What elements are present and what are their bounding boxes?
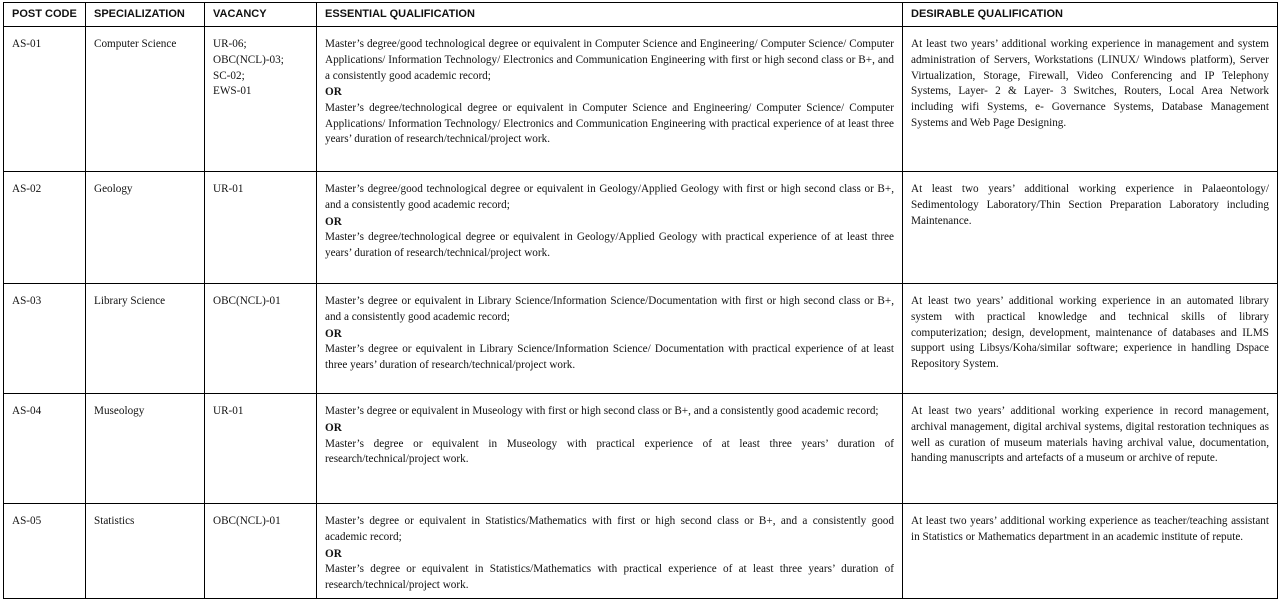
- table-row: [4, 394, 1278, 504]
- specialization: Statistics: [86, 504, 205, 599]
- post-code: AS-02: [4, 172, 86, 284]
- table-row: [4, 172, 1278, 284]
- post-code: AS-04: [4, 394, 86, 504]
- essential-option-2: Master’s degree or equivalent in Museology with practical experience of at least three years’ duration of research/technical/project work.: [325, 437, 894, 466]
- essential-option-1: Master’s degree or equivalent in Statistics/Mathematics with first or high second class or B+, and a consistently good academic record;: [325, 515, 894, 544]
- header-row: [4, 3, 1278, 27]
- essential-option-2: Master’s degree/technological degree or equivalent in Computer Science and Engineering/ Computer Science/ Computer Applications/ Information Technology/ Electronics and Communication Engineering with practical experience of at least three years’ duration of research/technical/project work.: [325, 102, 894, 146]
- vacancy-item: EWS-01: [213, 85, 252, 98]
- vacancy: [205, 394, 317, 504]
- essential-qualification: [317, 284, 903, 394]
- post-code: AS-01: [4, 27, 86, 172]
- desirable-qualification: At least two years’ additional working experience in management and system administration of Servers, Workstations (LINUX/ Windows platform), Server Virtualization, Storage, Firewall, Video Conferencing and IP Telephony Systems, Layer- 2 & Layer- 3 Switches, Routers, Local Area Network including wifi Systems, e- Governance Systems, Database Management Systems and Web Page Designing.: [903, 27, 1278, 172]
- or-separator: OR: [325, 86, 342, 99]
- or-separator: OR: [325, 215, 342, 228]
- desirable-qualification: At least two years’ additional working experience in record management, archival management, digital archival systems, digital restoration techniques as well as curation of museum materials having archival value, documentation, handing manuscripts and artefacts of a museum or archive of repute.: [903, 394, 1278, 504]
- essential-option-1: Master’s degree or equivalent in Museology with first or high second class or B+, and a consistently good academic record;: [325, 405, 879, 418]
- header-post-code: POST CODE: [4, 3, 86, 27]
- specialization: Computer Science: [86, 27, 205, 172]
- essential-option-1: Master’s degree/good technological degree or equivalent in Computer Science and Engineering/ Computer Science/ Computer Applications/ Information Technology/ Electronics and Communication Engineering with first or high second class or B+, and a consistently good academic record;: [325, 38, 894, 82]
- vacancy-item: OBC(NCL)-01: [213, 295, 281, 308]
- header-specialization: SPECIALIZATION: [86, 3, 205, 27]
- post-code: AS-03: [4, 284, 86, 394]
- specialization: Geology: [86, 172, 205, 284]
- vacancy-item: UR-06;: [213, 38, 247, 51]
- essential-option-1: Master’s degree/good technological degree or equivalent in Geology/Applied Geology with first or high second class or B+, and a consistently good academic record;: [325, 183, 894, 212]
- essential-qualification: [317, 27, 903, 172]
- desirable-qualification: At least two years’ additional working experience as teacher/teaching assistant in Statistics or Mathematics department in an academic institute of repute.: [903, 504, 1278, 599]
- header-essential-qualification: ESSENTIAL QUALIFICATION: [317, 3, 903, 27]
- or-separator: OR: [325, 547, 342, 560]
- vacancy-item: UR-01: [213, 183, 244, 196]
- table-row: [4, 27, 1278, 172]
- qualification-table: [3, 2, 1278, 599]
- table-row: [4, 504, 1278, 599]
- table-row: [4, 284, 1278, 394]
- or-separator: OR: [325, 327, 342, 340]
- essential-option-2: Master’s degree or equivalent in Statistics/Mathematics with practical experience of at least three years’ duration of research/technical/project work.: [325, 563, 894, 592]
- desirable-qualification: At least two years’ additional working experience in an automated library system with practical knowledge and technical skills of library computerization; design, development, maintenance of databases and ILMS support using Libsys/Koha/similar software; experience in handling Dspace Repository System.: [903, 284, 1278, 394]
- vacancy-item: UR-01: [213, 405, 244, 418]
- vacancy: [205, 27, 317, 172]
- specialization: Museology: [86, 394, 205, 504]
- vacancy-item: SC-02;: [213, 69, 245, 82]
- essential-option-2: Master’s degree or equivalent in Library Science/Information Science/ Documentation with practical experience of at least three years’ duration of research/technical/project work.: [325, 343, 894, 372]
- or-separator: OR: [325, 422, 342, 435]
- essential-option-1: Master’s degree or equivalent in Library Science/Information Science/Documentation with first or high second class or B+, and a consistently good academic record;: [325, 295, 894, 324]
- vacancy: [205, 504, 317, 599]
- post-code: AS-05: [4, 504, 86, 599]
- essential-qualification: [317, 394, 903, 504]
- essential-option-2: Master’s degree/technological degree or equivalent in Geology/Applied Geology with practical experience of at least three years’ duration of research/technical/project work.: [325, 231, 894, 260]
- vacancy: [205, 172, 317, 284]
- specialization: Library Science: [86, 284, 205, 394]
- header-desirable-qualification: DESIRABLE QUALIFICATION: [903, 3, 1278, 27]
- vacancy-item: OBC(NCL)-03;: [213, 54, 284, 67]
- vacancy: [205, 284, 317, 394]
- desirable-qualification: At least two years’ additional working experience in Palaeontology/ Sedimentology Laboratory/Thin Section Preparation Laboratory including Maintenance.: [903, 172, 1278, 284]
- essential-qualification: [317, 172, 903, 284]
- header-vacancy: VACANCY: [205, 3, 317, 27]
- essential-qualification: [317, 504, 903, 599]
- vacancy-item: OBC(NCL)-01: [213, 515, 281, 528]
